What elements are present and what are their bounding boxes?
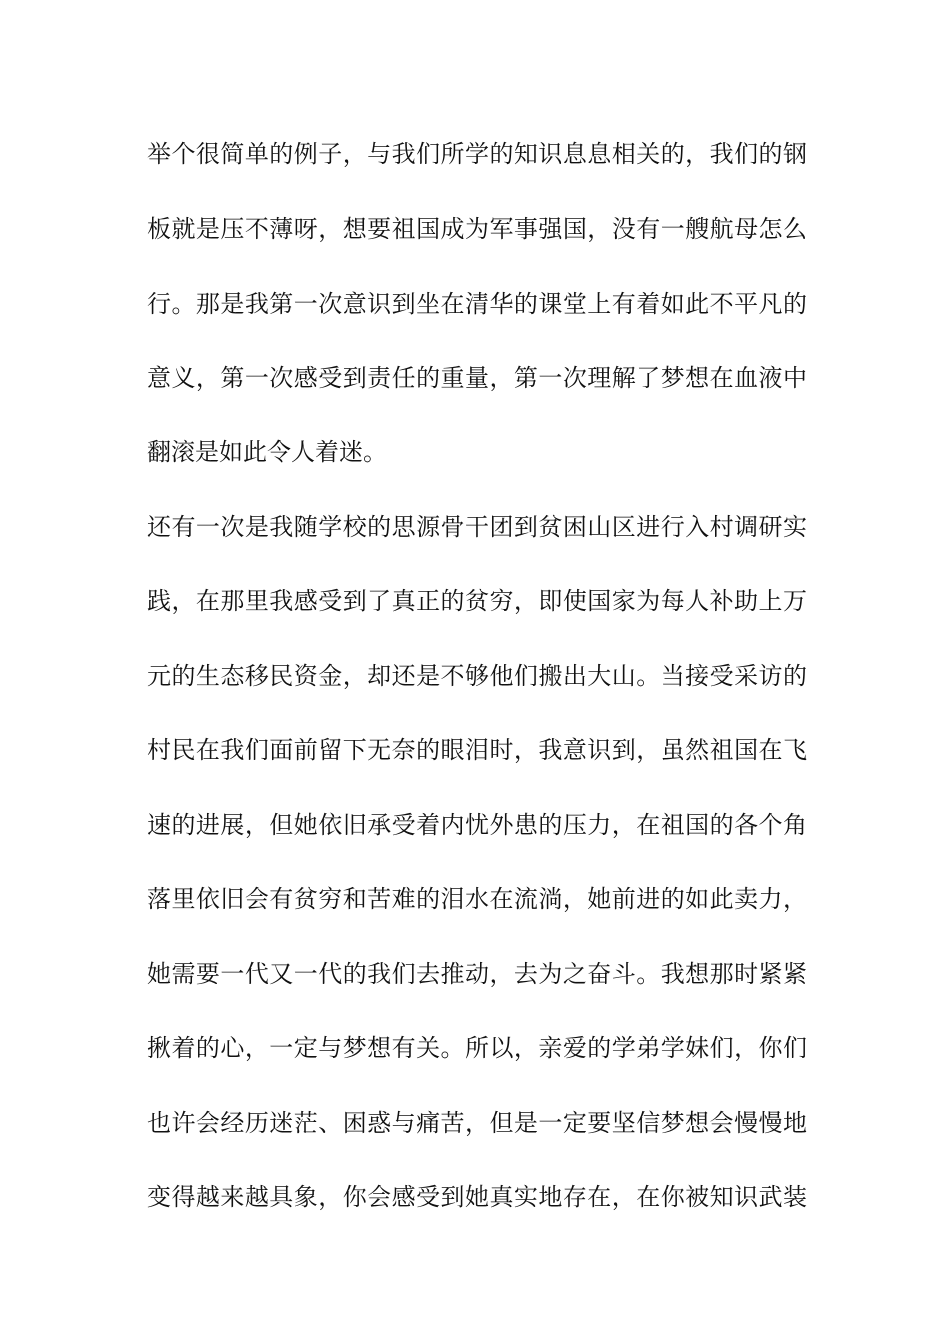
text-line: 还有一次是我随学校的思源骨干团到贫困山区进行入村调研实 bbox=[147, 513, 807, 541]
text-line: 变得越来越具象，你会感受到她真实地存在，在你被知识武装 bbox=[147, 1183, 807, 1211]
text-line: 速的进展，但她依旧承受着内忧外患的压力，在祖国的各个角 bbox=[147, 811, 807, 839]
text-line: 也许会经历迷茫、困惑与痛苦，但是一定要坚信梦想会慢慢地 bbox=[147, 1109, 807, 1137]
text-line: 行。那是我第一次意识到坐在清华的课堂上有着如此不平凡的 bbox=[147, 290, 807, 318]
text-line: 元的生态移民资金，却还是不够他们搬出大山。当接受采访的 bbox=[147, 662, 807, 690]
text-line: 揪着的心，一定与梦想有关。所以，亲爱的学弟学妹们，你们 bbox=[147, 1034, 807, 1062]
text-line: 践，在那里我感受到了真正的贫穷，即使国家为每人补助上万 bbox=[147, 587, 807, 615]
text-line: 板就是压不薄呀，想要祖国成为军事强国，没有一艘航母怎么 bbox=[147, 215, 807, 243]
text-line: 她需要一代又一代的我们去推动，去为之奋斗。我想那时紧紧 bbox=[147, 960, 807, 988]
text-line: 落里依旧会有贫穷和苦难的泪水在流淌，她前进的如此卖力， bbox=[147, 885, 807, 913]
text-line: 意义，第一次感受到责任的重量，第一次理解了梦想在血液中 bbox=[147, 364, 807, 392]
text-line: 翻滚是如此令人着迷。 bbox=[147, 438, 387, 466]
text-line: 村民在我们面前留下无奈的眼泪时，我意识到，虽然祖国在飞 bbox=[147, 736, 807, 764]
text-line: 举个很简单的例子，与我们所学的知识息息相关的，我们的钢 bbox=[147, 140, 807, 168]
